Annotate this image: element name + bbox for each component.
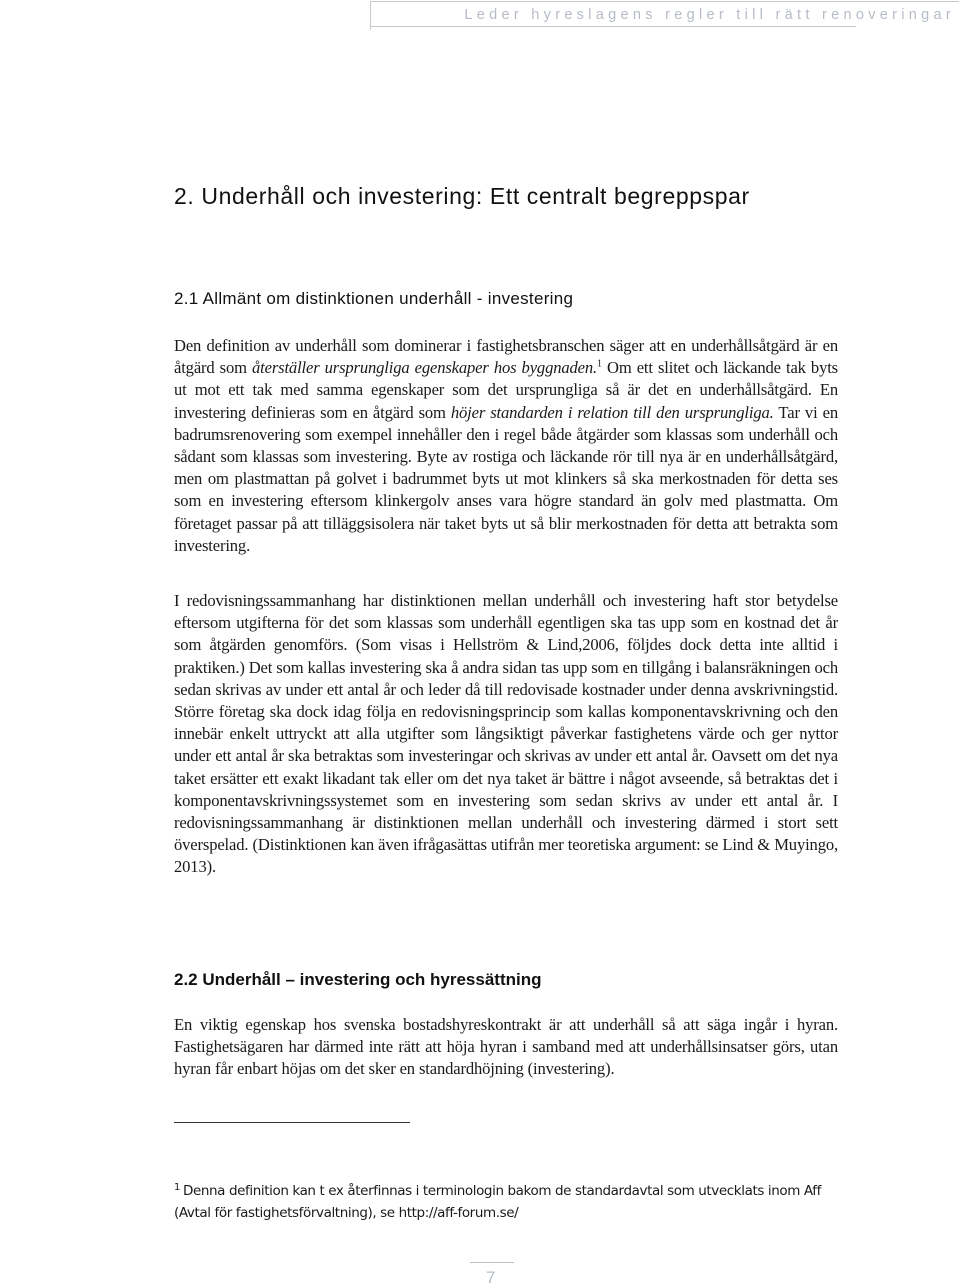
chapter-title: 2. Underhåll och investering: Ett centralt begreppspar xyxy=(174,183,750,209)
section-2-2-paragraph-1: En viktig egenskap hos svenska bostadshyreskontrakt är att underhåll så att säga ingår i hyran. Fastighetsägaren har därmed inte rätt att höja hyran i samband med att underhållsinsatser görs, utan hyran får enbart höjas om det sker en standardhöjning (investering). xyxy=(174,1015,838,1079)
section-2-1-heading: 2.1 Allmänt om distinktionen underhåll - investering xyxy=(174,289,574,308)
text-run: Om ett slitet och läckande tak byts ut mot ett tak med samma egenskaper som det ursprungliga så är det en underhållsåtgärd. En investering definieras som en åtgärd som xyxy=(174,358,838,422)
text-run: Den definition av underhåll som dominerar i fastighetsbranschen säger att en underhållsåtgärd är en åtgärd som xyxy=(174,336,838,378)
footnote-1 xyxy=(174,1180,834,1224)
footnote-divider xyxy=(174,1122,410,1123)
footnote-text: Denna definition kan t ex återfinnas i terminologin bakom de standardavtal som utvecklats inom Aff (Avtal för fastighetsförvaltning), se http://aff-forum.se/ xyxy=(174,1183,821,1221)
footnote-number: 1 xyxy=(174,1181,180,1193)
section-2-1-paragraph-2: I redovisningssammanhang har distinktionen mellan underhåll och investering haft stor betydelse eftersom utgifterna för det som klassas som underhåll egentligen ska tas upp som en kostnad det år som åtgärden genomförs. (Som visas i Hellström & Lind,2006, följdes dock detta inte alltid i praktiken.) Det som kallas investering ska å andra sidan tas upp som en tillgång i balansräkningen och sedan skrivas av under ett antal år och leder då till redovisade kostnader under denna avskrivningstid. Större företag ska dock idag följa en redovisningsprincip som kallas komponentavskrivning och den innebär enkelt uttryckt att alla utgifter som långsiktigt påverkar fastighetens värde och ger nyttor under ett antal år ska betraktas som investeringar och skrivas av under ett antal år. Oavsett om det nya taket ersätter ett exakt likadant tak eller om det nya taket är bättre i något avseende, så betraktas det i komponentavskrivningssystemet som en investering som sedan skrivs av under ett antal år. I redovisningssammanhang är distinktionen mellan underhåll och investering därmed i stort sett överspelad. (Distinktionen kan även ifrågasättas utifrån mer teoretiska argument: se Lind & Muyingo, 2013). xyxy=(174,591,838,877)
header-divider xyxy=(370,26,856,27)
footnote-reference-1[interactable]: 1 xyxy=(597,358,602,370)
section-2-2-heading: 2.2 Underhåll – investering och hyressättning xyxy=(174,970,542,989)
page-number: 7 xyxy=(486,1268,496,1287)
text-run: Tar vi en badrumsrenovering som exempel innehåller den i regel både åtgärder som klassas som underhåll och sådant som klassas som investering. Byte av rostiga och läckande rör till nya är en underhållsåtgärd, men om plastmattan på golvet i badrummet byts ut mot klinkers så ska merkostnaden för detta ses som en investering eftersom klinkergolv anses vara högre standard än golv med plastmatta. Om företaget passar på att tilläggsisolera när taket byts ut så blir merkostnaden för detta att betrakta som investering. xyxy=(174,402,838,555)
running-header-title: Leder hyreslagens regler till rätt renoveringar xyxy=(464,7,955,23)
section-2-1-paragraph-1 xyxy=(174,335,838,557)
page-number-divider xyxy=(470,1262,514,1263)
emphasis-definition-underhall: återställer ursprungliga egenskaper hos byggnaden. xyxy=(252,358,598,378)
emphasis-definition-investering: höjer standarden i relation till den ursprungliga. xyxy=(450,402,774,422)
